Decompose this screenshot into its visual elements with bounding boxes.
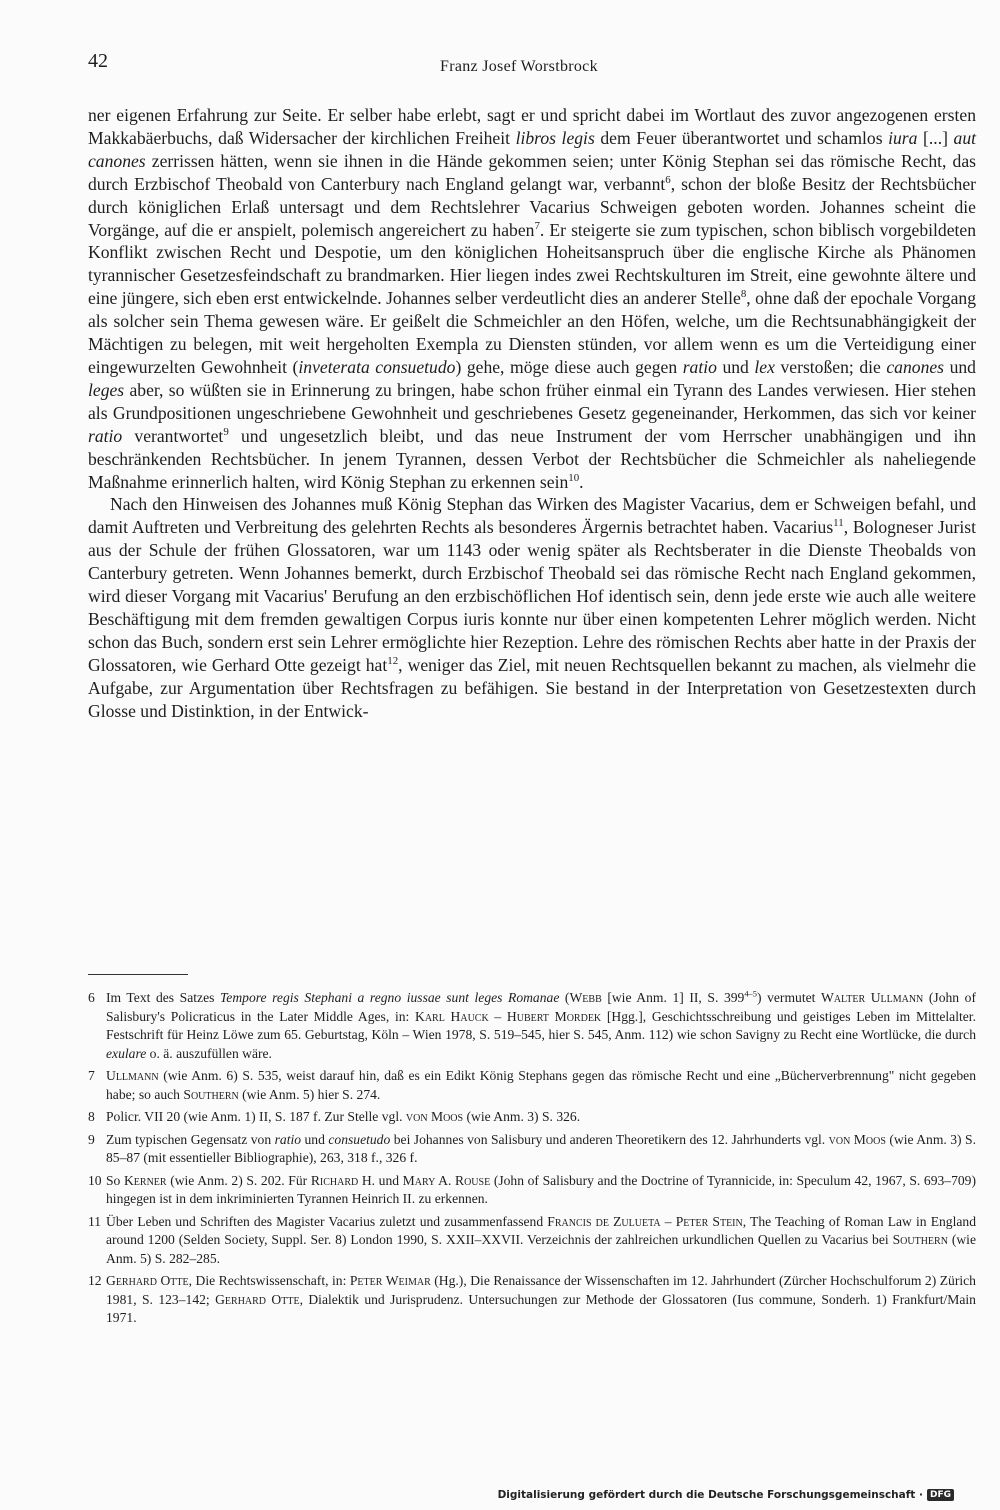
footnote-ref-7[interactable]: 7: [534, 219, 540, 232]
italic-term: consuetudo: [328, 1131, 391, 1147]
text-span: Im Text des Satzes: [106, 990, 220, 1005]
footnote-text: [106, 1067, 976, 1104]
text-span: ) gehe, möge diese auch gegen: [455, 356, 683, 377]
footnotes: [88, 989, 976, 1332]
text-span: , Bologneser Jurist aus der Schule der frühen Glossatoren, war um 1143 oder wenig später als Rechtsberater in die Dienste Theobalds von Canterbury getreten. Wenn Johannes bemerkt, durch Erzbischof Theobald sei das römische Recht nach England gekommen, wird dieser Vorgang mit Vacarius' Berufung an den erzbischöflichen Hof identisch sein, denn jede erste wie auch alle weitere Beschäftigung mit dem fremden gewaltigen Corpus iuris konnte nur über einen kompetenten Lehrer möglich werden. Nicht schon das Buch, sondern erst sein Lehrer ermöglichte hier Rezeption. Lehre des römischen Rechts aber hatte in der Praxis der Glossatoren, wie Gerhard Otte gezeigt hat: [88, 517, 976, 675]
text-span: So: [106, 1172, 124, 1188]
footnote-text: [106, 1272, 976, 1328]
footnote-10: [88, 1172, 976, 1209]
text-span: .: [579, 471, 584, 492]
footnote-12: [88, 1272, 976, 1328]
credit-text: Digitalisierung gefördert durch die Deutsche Forschungsgemeinschaft ·: [497, 1489, 923, 1501]
text-span: ) vermutet: [756, 990, 821, 1005]
footnote-7: [88, 1067, 976, 1104]
text-span: , Dialektik und Jurisprudenz. Untersuchungen zur Methode der Glossatoren (Ius commune, Sonderh. 1) Frankfurt/Main 1971.: [106, 1291, 976, 1325]
footnote-ref-6[interactable]: 6: [665, 173, 671, 186]
footnote-number: 12: [88, 1273, 102, 1288]
text-span: . Er steigerte sie zum typischen, schon biblisch vorgebildeten Konflikt zwischen Recht und Despotie, um den königlichen Hoheitsanspruch über die englische Kirche als Phänomen tyrannischer Gesetzesfeindschaft zu brandmarken. Hier liegen indes zwei Rechtskulturen im Streit, eine gewohnte ältere und eine jüngere, sich eben erst entwickelnde. Johannes selber verdeutlicht dies an anderer Stelle: [88, 219, 976, 309]
text-span: verantwortet: [122, 425, 224, 446]
text-span: , Die Rechtswissenschaft, in:: [188, 1273, 350, 1288]
paragraph-2: [88, 493, 976, 722]
footnote-number: 9: [88, 1131, 95, 1147]
footnote-6: [88, 989, 976, 1063]
text-span: , weniger das Ziel, mit neuen Rechtsquellen bekannt zu machen, als vielmehr die Aufgabe, zur Argumentation über Rechtsfragen zu befähigen. Sie bestand in der Interpretation von Gesetzestexten durch Glosse und Distinktion, in der Entwick-: [88, 654, 976, 721]
digitization-credit: [498, 1489, 954, 1501]
author-name: Peter Weimar: [349, 1273, 431, 1288]
text-span: (wie Anm. 5) hier S. 274.: [238, 1086, 381, 1102]
text-span: Nach den Hinweisen des Johannes muß König Stephan das Wirken des Magister Vacarius, dem er Schweigen befahl, und damit Auftreten und Verbreitung des gelehrten Rechts als besonderes Ärgernis betrachtet haben. Vacarius: [88, 494, 976, 538]
italic-term: exulare: [106, 1045, 147, 1061]
italic-term: aut canones: [88, 127, 977, 171]
footnote-ref-11[interactable]: 11: [833, 517, 844, 530]
footnote-9: [88, 1131, 976, 1168]
text-span: aber, so wüßten sie in Erinnerung zu bringen, habe schon früher einmal ein Tyrann des Landes verwiesen. Hier stehen als Grundpositionen ungeschriebene Gewohnheit und geschriebenes Gesetz gegeneinander, Herkommen, das sich vor keiner: [88, 379, 976, 423]
author-name: Southern: [183, 1086, 239, 1102]
text-span: (John of Salisbury's Policraticus in the Later Middle Ages, in:: [106, 990, 976, 1024]
text-span: Über Leben und Schriften des Magister Vacarius zuletzt und zusammenfassend: [106, 1213, 548, 1229]
footnote-8: [88, 1108, 976, 1127]
author-name: Webb: [569, 990, 602, 1005]
text-span: (John of Salisbury and the Doctrine of Tyrannicide, in: Speculum 42, 1967, S. 693–709) hingegen ist in dem inkriminierten Tyrannen Heinrich II. zu erkennen.: [106, 1172, 977, 1206]
footnote-text: [106, 1213, 976, 1269]
italic-term: canones: [886, 356, 945, 377]
text-span: (wie Anm. 3) S. 85–87 (mit essentieller Bibliographie), 263, 318 f., 326 f.: [106, 1131, 976, 1165]
text-span: [Hgg.], Geschichtsschreibung und geistiges Leben im Mittelalter. Festschrift für Heinz Löwe zum 65. Geburtstag, Köln – Wien 1978, S. 519–545, hier S. 545, Anm. 112) wie schon Savigny zu Recht eine Wortlücke, die durch: [106, 1008, 976, 1042]
page-number: 42: [88, 50, 108, 72]
text-span: , ohne daß der epochale Vorgang als solcher sein Thema gewesen wäre. Er geißelt die Schmeichler an den Höfen, welche, um die Rechtsunabhängigkeit der Mächtigen zu belegen, mit weit hergeholten Exempla zu Diensten stünden, vor allem wenn es um die Verteidigung einer eingewurzelten Gewohnheit (: [88, 288, 976, 377]
text-span: (wie Anm. 2) S. 202. Für: [166, 1172, 311, 1188]
text-span: (wie Anm. 3) S. 326.: [463, 1109, 581, 1124]
italic-term: leges: [88, 379, 125, 400]
author-name: Hubert Mordek: [506, 1008, 602, 1024]
text-span: verstoßen; die: [774, 356, 887, 377]
footnote-text: [106, 1172, 976, 1209]
text-span: dem Feuer überantwortet und schamlos: [594, 127, 889, 148]
footnote-text: [106, 1108, 976, 1127]
text-span: bei Johannes von Salisbury und anderen Theoretikern des 12. Jahrhunderts vgl.: [390, 1131, 829, 1147]
footnote-number: 6: [88, 990, 95, 1005]
author-name: Peter Stein: [675, 1213, 743, 1229]
author-name: Karl Hauck: [415, 1008, 489, 1024]
text-span: (: [559, 990, 570, 1005]
footnote-divider: [88, 974, 188, 975]
text-span: zerrissen hätten, wenn sie ihnen in die Hände gekommen seien; unter König Stephan sei das römische Recht, das durch Erzbischof Theobald von Canterbury nach England gelangt war, verbannt: [88, 150, 976, 194]
footnote-text: [106, 1131, 976, 1168]
author-name: Walter Ullmann: [820, 990, 924, 1005]
text-span: [wie Anm. 1] II, S. 399: [601, 990, 745, 1005]
text-span: ner eigenen Erfahrung zur Seite. Er selber habe erlebt, sagt er und spricht dabei im Wortlaut des zuvor angezogenen ersten Makkabäerbuchs, daß Widersacher der kirchlichen Freiheit: [88, 105, 976, 148]
text-span: und: [944, 356, 976, 377]
text-span: , schon der bloße Besitz der Rechtsbücher durch königlichen Erlaß untersagt und dem Rechtslehrer Vacarius Schweigen geboten worden. Johannes scheint die Vorgänge, auf die er anspielt, polemisch angereichert zu haben: [88, 173, 976, 240]
author-name: von Moos: [405, 1109, 464, 1124]
footnote-number: 10: [88, 1172, 102, 1188]
footnote-ref-9[interactable]: 9: [223, 425, 229, 438]
text-span: –: [660, 1213, 676, 1229]
italic-term: iura: [888, 127, 918, 148]
italic-term: ratio: [682, 356, 717, 377]
author-name: Ullmann: [106, 1068, 159, 1083]
text-span: und ungesetzlich bleibt, und das neue Instrument der vom Herrscher unabhängigen und ihn beschränkenden Rechtsbücher. In jenem Tyrannen, dessen Verbot der Rechtsbücher die Schmeichler als naheliegende Maßnahme erinnerlich halten, wird König Stephan zu erkennen sein: [88, 425, 976, 492]
author-name: von Moos: [828, 1131, 886, 1147]
footnote-ref-8[interactable]: 8: [740, 288, 747, 301]
italic-term: inveterata consuetudo: [298, 356, 456, 377]
footnote-11: [88, 1213, 976, 1269]
footnote-number: 11: [88, 1213, 102, 1229]
text-span: (Hg.), Die Renaissance der Wissenschaften im 12. Jahrhundert (Zürcher Hochschulforum 2) Zürich 1981, S. 123–142;: [106, 1273, 976, 1307]
text-span: und: [716, 356, 755, 377]
author-name: Kerner: [123, 1172, 167, 1188]
italic-term: libros legis: [515, 127, 595, 148]
italic-term: ratio: [274, 1131, 302, 1147]
text-span: Policr. VII 20 (wie Anm. 1) II, S. 187 f. Zur Stelle vgl.: [106, 1109, 406, 1124]
text-span: und: [301, 1131, 329, 1147]
italic-term: lex: [754, 356, 775, 377]
author-name: Southern: [892, 1232, 948, 1247]
text-span: (wie Anm. 6) S. 535, weist darauf hin, daß es ein Edikt König Stephans gegen das römische Recht und eine „Bücherverbrennung" nicht gegeben habe; so auch: [106, 1068, 976, 1102]
italic-term: ratio: [88, 425, 123, 446]
italic-term: Tempore regis Stephani a regno iussae sunt leges Romanae: [219, 990, 560, 1005]
footnote-ref-10[interactable]: 10: [568, 471, 580, 484]
text-span: , The Teaching of Roman Law in England around 1200 (Selden Society, Suppl. Ser. 8) London 1990, S. XXII–XXVII. Verzeichnis der zahlreichen urkundlichen Quellen zu Vacarius bei: [106, 1213, 976, 1247]
text-span: [...]: [917, 127, 954, 148]
footnote-text: [106, 989, 976, 1063]
author-name: Francis de Zulueta: [547, 1213, 661, 1229]
footnote-number: 7: [88, 1068, 95, 1083]
text-span: (wie Anm. 5) S. 282–285.: [106, 1232, 976, 1266]
text-span: o. ä. auszufüllen wäre.: [146, 1045, 272, 1061]
main-text: [88, 104, 976, 722]
running-head: Franz Josef Worstbrock: [440, 58, 598, 75]
paragraph-1: [88, 104, 976, 493]
author-name: Gerhard Otte: [215, 1291, 300, 1307]
author-name: Mary A. Rouse: [402, 1172, 491, 1188]
text-span: –: [488, 1008, 507, 1024]
dfg-logo: DFG: [927, 1489, 954, 1501]
author-name: Gerhard Otte: [106, 1273, 189, 1288]
superscript: 4–5: [744, 988, 757, 999]
text-span: und: [375, 1172, 403, 1188]
author-name: Richard H.: [310, 1172, 376, 1188]
text-span: Zum typischen Gegensatz von: [106, 1131, 275, 1147]
footnote-ref-12[interactable]: 12: [387, 654, 399, 667]
footnote-number: 8: [88, 1109, 95, 1124]
